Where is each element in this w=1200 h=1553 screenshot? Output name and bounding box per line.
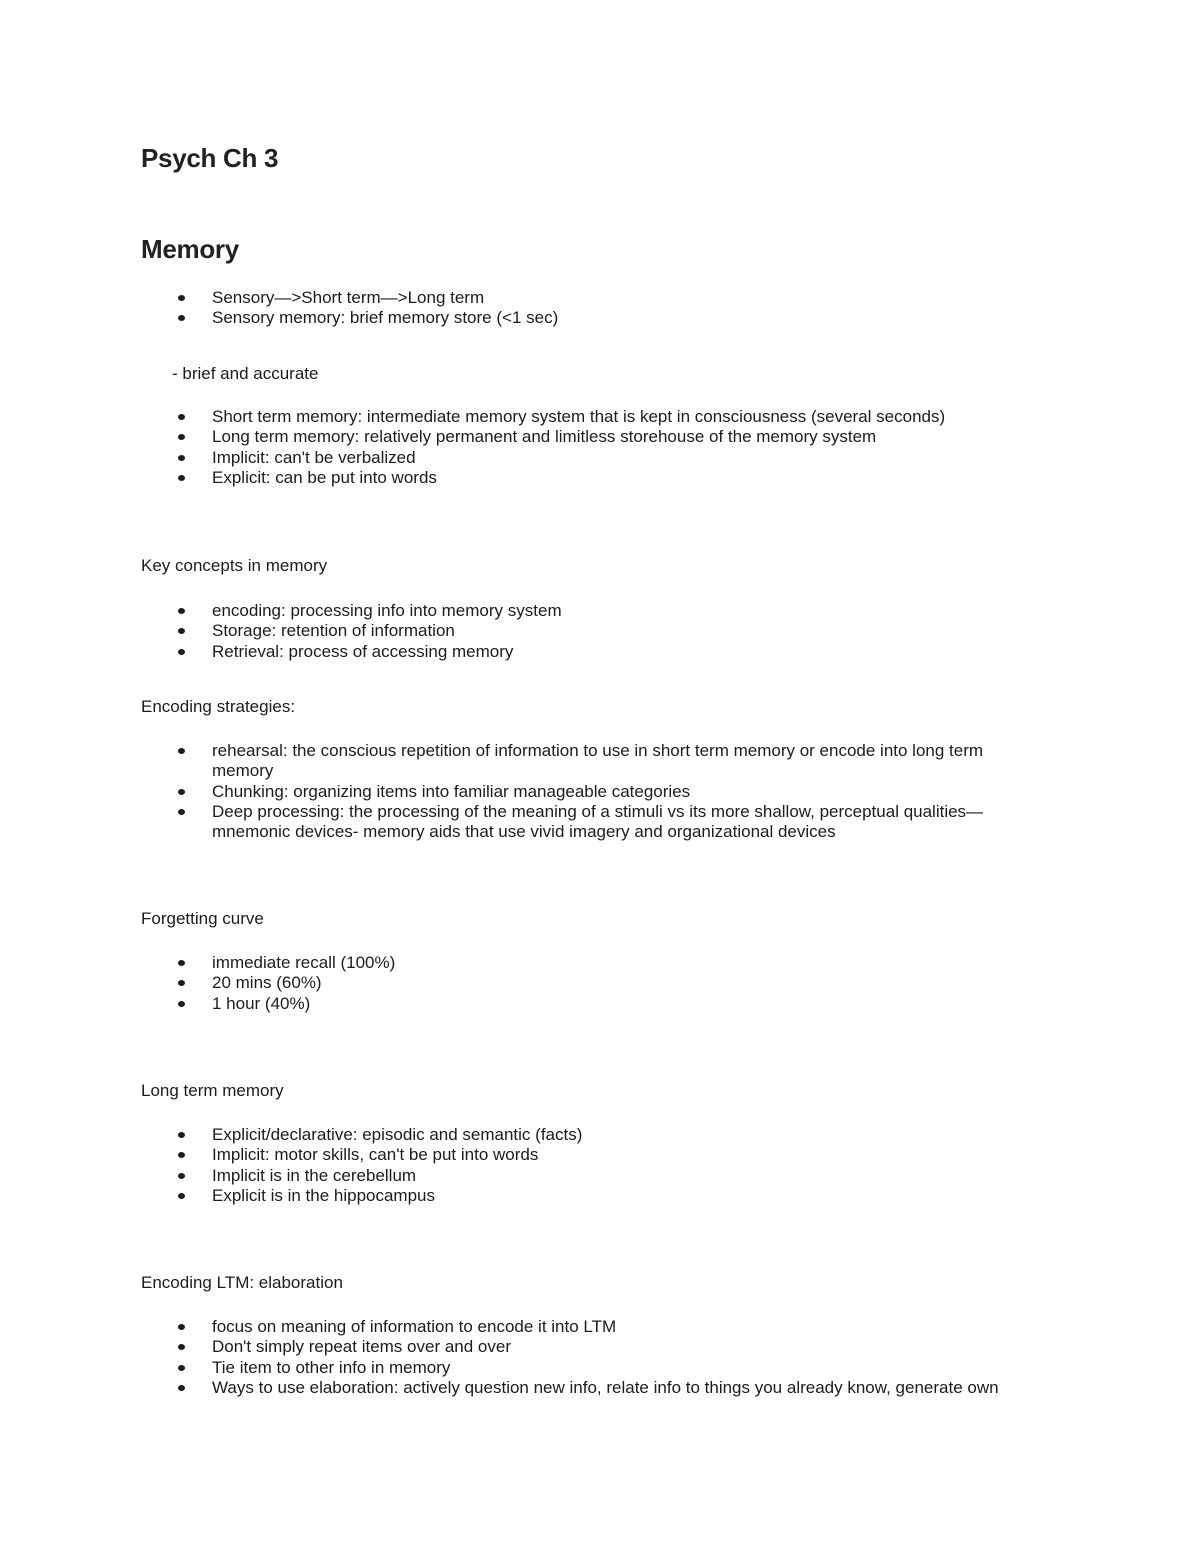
list-item: Explicit is in the hippocampus [141, 1186, 1041, 1206]
memory-note: - brief and accurate [172, 364, 319, 383]
key-concepts-label: Key concepts in memory [141, 556, 328, 575]
list-item: Ways to use elaboration: actively question new info, relate info to things you already know, generate own [141, 1378, 1101, 1398]
list-item: Implicit: motor skills, can't be put into words [141, 1145, 1041, 1165]
encoding-strategies-label: Encoding strategies: [141, 697, 296, 716]
list-item: Storage: retention of information [141, 621, 1041, 641]
list-item: Chunking: organizing items into familiar manageable categories [141, 782, 1021, 802]
list-item: 20 mins (60%) [141, 973, 1041, 993]
encoding-ltm-label: Encoding LTM: elaboration [141, 1273, 343, 1292]
list-item: Retrieval: process of accessing memory [141, 642, 1041, 662]
long-term-memory-label: Long term memory [141, 1081, 284, 1100]
list-item: Implicit is in the cerebellum [141, 1166, 1041, 1186]
list-item: Explicit/declarative: episodic and semantic (facts) [141, 1125, 1041, 1145]
memory-list-1 [141, 288, 1041, 329]
list-item: Sensory—>Short term—>Long term [141, 288, 1041, 308]
list-item: Tie item to other info in memory [141, 1358, 1101, 1378]
forgetting-curve-label: Forgetting curve [141, 909, 264, 928]
list-item: Deep processing: the processing of the meaning of a stimuli vs its more shallow, perceptual qualities—mnemonic devices- memory aids that use vivid imagery and organizational devices [141, 802, 1021, 843]
section-heading-memory: Memory [141, 234, 239, 264]
list-item: Don't simply repeat items over and over [141, 1337, 1101, 1357]
memory-list-2 [141, 407, 1041, 488]
list-item: immediate recall (100%) [141, 953, 1041, 973]
list-item: 1 hour (40%) [141, 994, 1041, 1014]
document-title: Psych Ch 3 [141, 143, 279, 173]
encoding-ltm-list [141, 1317, 1101, 1398]
list-item: Sensory memory: brief memory store (<1 sec) [141, 308, 1041, 328]
list-item: focus on meaning of information to encode it into LTM [141, 1317, 1101, 1337]
list-item: rehearsal: the conscious repetition of information to use in short term memory or encode into long term memory [141, 741, 1021, 782]
long-term-memory-list [141, 1125, 1041, 1206]
list-item: Explicit: can be put into words [141, 468, 1041, 488]
list-item: Long term memory: relatively permanent and limitless storehouse of the memory system [141, 427, 1041, 447]
list-item: encoding: processing info into memory system [141, 601, 1041, 621]
list-item: Implicit: can't be verbalized [141, 448, 1041, 468]
encoding-strategies-list [141, 741, 1021, 842]
list-item: Short term memory: intermediate memory system that is kept in consciousness (several seconds) [141, 407, 1041, 427]
forgetting-curve-list [141, 953, 1041, 1014]
key-concepts-list [141, 601, 1041, 662]
